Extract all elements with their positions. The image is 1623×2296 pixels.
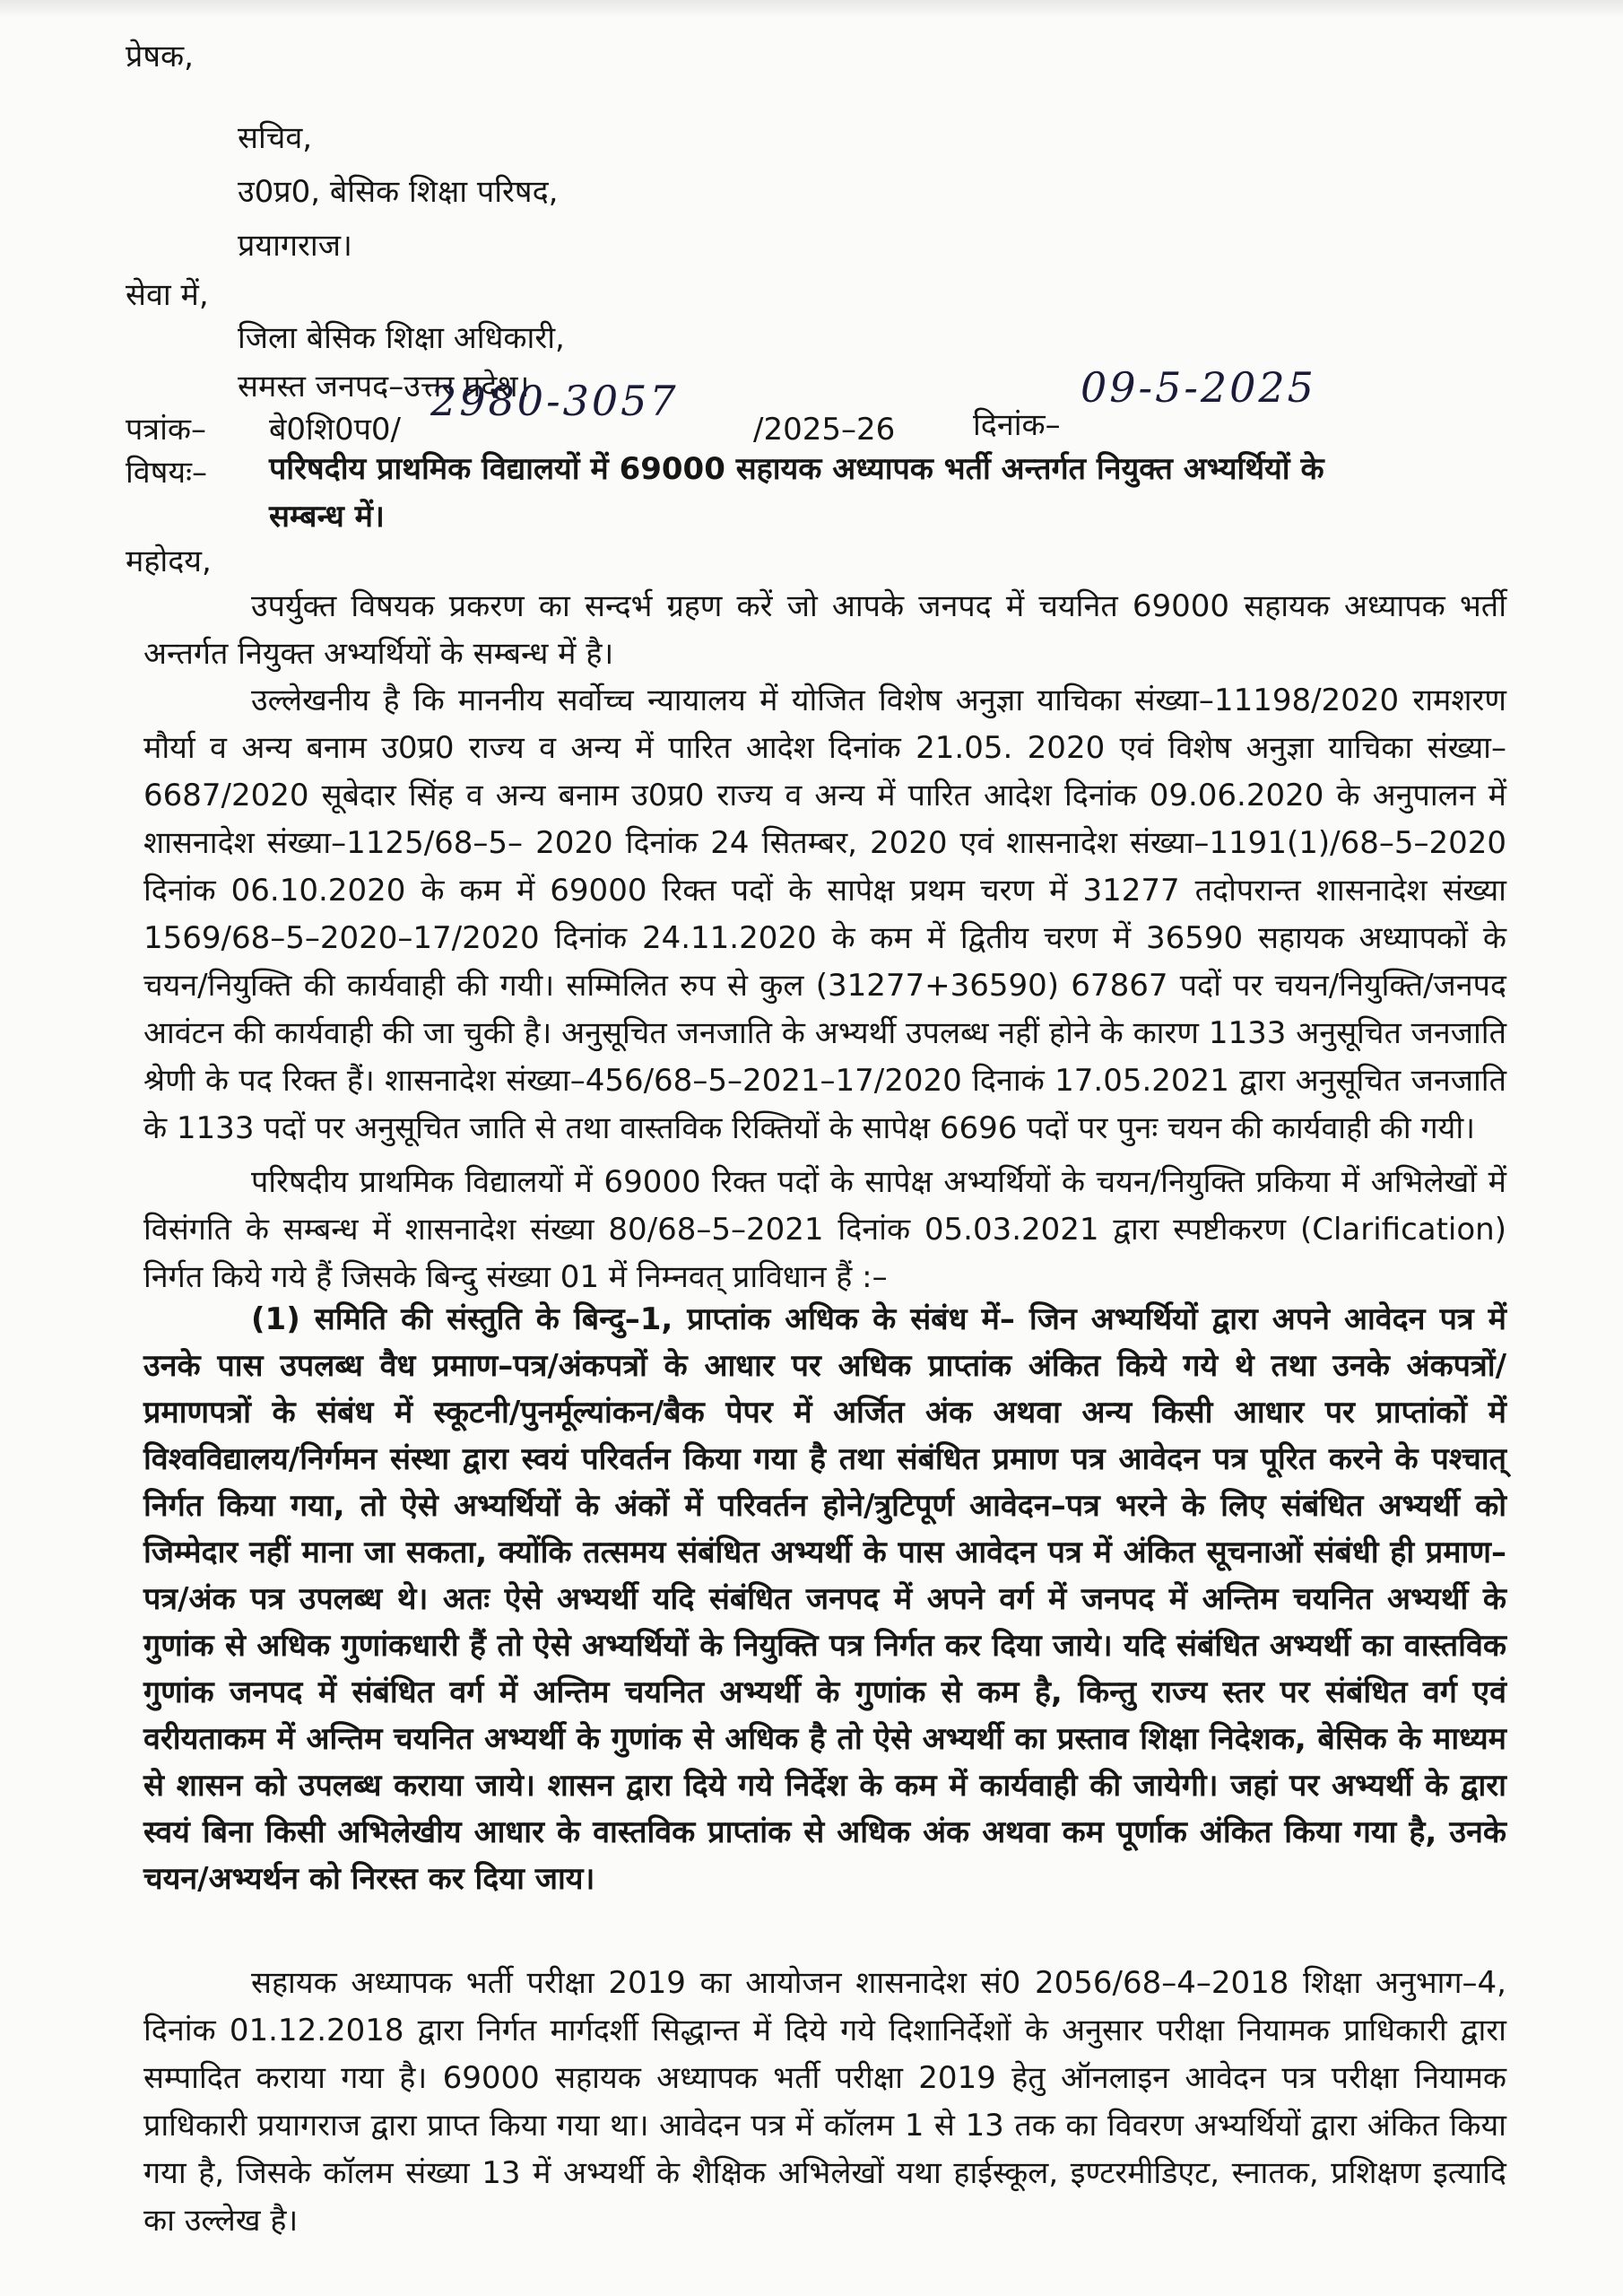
to-title: जिला बेसिक शिक्षा अधिकारी, xyxy=(238,320,565,356)
subject-line-1: परिषदीय प्राथमिक विद्यालयों में 69000 सहायक अध्यापक भर्ती अन्तर्गत नियुक्त अभ्यर्थियों के xyxy=(269,451,1324,487)
to-label: सेवा में, xyxy=(126,277,209,313)
paragraph-intro: उपर्युक्त विषयक प्रकरण का सन्दर्भ ग्रहण करें जो आपके जनपद में चयनित 69000 सहायक अध्यापक भर्ती अन्तर्गत नियुक्त अभ्यर्थियों के सम्बन्ध में है। xyxy=(143,588,1506,672)
date-handwritten: 09-5-2025 xyxy=(1081,363,1316,412)
paragraph-clarification: परिषदीय प्राथमिक विद्यालयों में 69000 रिक्त पदों के सापेक्ष अभ्यर्थियों के चयन/नियुक्ति प्रकिया में अभिलेखों में विसंगति के सम्बन्ध में शासनादेश संख्या 80/68–5–2021 दिनांक 05.03.2021 द्वारा स्पष्टीकरण (Clarification) निर्गत किये गये हैं जिसके बिन्दु संख्या 01 में निम्नवत् प्राविधान हैं :– xyxy=(143,1164,1506,1295)
subject-label: विषयः– xyxy=(126,455,207,491)
paragraph-exam-details: सहायक अध्यापक भर्ती परीक्षा 2019 का आयोजन शासनादेश सं0 2056/68–4–2018 शिक्षा अनुभाग–4, दिनांक 01.12.2018 द्वारा निर्गत मार्गदर्शी सिद्धान्त में दिये गये दिशानिर्देशों के अनुसार परीक्षा नियामक प्राधिकारी द्वारा सम्पादित कराया गया है। 69000 सहायक अध्यापक भर्ती परीक्षा 2019 हेतु ऑनलाइन आवेदन पत्र परीक्षा नियामक प्राधिकारी प्रयागराज द्वारा प्राप्त किया गया था। आवेदन पत्र में कॉलम 1 से 13 तक का विवरण अभ्यर्थियों द्वारा अंकित किया गया है, जिसके कॉलम संख्या 13 में अभ्यर्थी के शैक्षिक अभिलेखों यथा हाईस्कूल, इण्टरमीडिएट, स्नातक, प्रशिक्षण इत्यादि का उल्लेख है। xyxy=(143,1965,1506,2239)
paragraph-background: उल्लेखनीय है कि माननीय सर्वोच्च न्यायालय में योजित विशेष अनुज्ञा याचिका संख्या–11198/2020 रामशरण मौर्या व अन्य बनाम उ0प्र0 राज्य व अन्य में पारित आदेश दिनांक 21.05. 2020 एवं विशेष अनुज्ञा याचिका संख्या–6687/2020 सूबेदार सिंह व अन्य बनाम उ0प्र0 राज्य व अन्य में पारित आदेश दिनांक 09.06.2020 के अनुपालन में शासनादेश संख्या–1125/68–5– 2020 दिनांक 24 सितम्बर, 2020 एवं शासनादेश संख्या–1191(1)/68–5–2020 दिनांक 06.10.2020 के कम में 69000 रिक्त पदों के सापेक्ष प्रथम चरण में 31277 तदोपरान्त शासनादेश संख्या 1569/68–5–2020–17/2020 दिनांक 24.11.2020 के कम में द्वितीय चरण में 36590 सहायक अध्यापकों के चयन/नियुक्ति की कार्यवाही की गयी। सम्मिलित रुप से कुल (31277+36590) 67867 पदों पर चयन/नियुक्ति/जनपद आवंटन की कार्यवाही की जा चुकी है। अनुसूचित जनजाति के अभ्यर्थी उपलब्ध नहीं होने के कारण 1133 अनुसूचित जनजाति श्रेणी के पद रिक्त हैं। शासनादेश संख्या–456/68–5–2021–17/2020 दिनाकं 17.05.2021 द्वारा अनुसूचित जनजाति के 1133 पदों पर अनुसूचित जाति से तथा वास्तविक रिक्तियों के सापेक्ष 6696 पदों पर पुनः चयन की कार्यवाही की गयी। xyxy=(143,683,1506,1146)
sender-org: उ0प्र0, बेसिक शिक्षा परिषद, xyxy=(238,174,559,210)
sender-city: प्रयागराज। xyxy=(238,228,352,264)
patrank-label: पत्रांक– xyxy=(126,412,206,448)
sender-title: सचिव, xyxy=(238,120,313,156)
scan-shadow xyxy=(0,0,1623,18)
date-label: दिनांक– xyxy=(973,407,1061,443)
sender-label: प्रेषक, xyxy=(126,39,194,74)
salutation: महोदय, xyxy=(126,544,212,579)
session-year: /2025–26 xyxy=(753,412,896,448)
patrank-handwritten: 2980-3057 xyxy=(430,377,679,425)
subject-line-2: सम्बन्ध में। xyxy=(269,499,385,535)
to-scope: समस्त जनपद–उत्तर प्रदेश। xyxy=(238,369,530,404)
paragraph-provision-1: (1) समिति की संस्तुति के बिन्दु–1, प्राप्तांक अधिक के संबंध में– जिन अभ्यर्थियों द्वारा अपने आवेदन पत्र में उनके पास उपलब्ध वैध प्रमाण–पत्र/अंकपत्रों के आधार पर अधिक प्राप्तांक अंकित किये गये थे तथा उनके अंकपत्रों/प्रमाणपत्रों के संबंध में स्कूटनी/पुनर्मूल्यांकन/बैक पेपर में अर्जित अंक अथवा अन्य किसी आधार पर प्राप्तांकों में विश्वविद्यालय/निर्गमन संस्था द्वारा स्वयं परिवर्तन किया गया है तथा संबंधित प्रमाण पत्र आवेदन पत्र पूरित करने के पश्चात् निर्गत किया गया, तो ऐसे अभ्यर्थियों के अंकों में परिवर्तन होने/त्रुटिपूर्ण आवेदन–पत्र भरने के लिए संबंधित अभ्यर्थी को जिम्मेदार नहीं माना जा सकता, क्योंकि तत्समय संबंधित अभ्यर्थी के पास आवेदन पत्र में अंकित सूचनाओं संबंधी ही प्रमाण–पत्र/अंक पत्र उपलब्ध थे। अतः ऐसे अभ्यर्थी यदि संबंधित जनपद में अपने वर्ग में जनपद में अन्तिम चयनित अभ्यर्थी के गुणांक से अधिक गुणांकधारी हैं तो ऐसे अभ्यर्थियों के नियुक्ति पत्र निर्गत कर दिया जाये। यदि संबंधित अभ्यर्थी का वास्तविक गुणांक जनपद में संबंधित वर्ग में अन्तिम चयनित अभ्यर्थी के गुणांक से कम है, किन्तु राज्य स्तर पर संबंधित वर्ग एवं वरीयताकम में अन्तिम चयनित अभ्यर्थी के गुणांक से अधिक है तो ऐसे अभ्यर्थी का प्रस्ताव शिक्षा निदेशक, बेसिक के माध्यम से शासन को उपलब्ध कराया जाये। शासन द्वारा दिये गये निर्देश के कम में कार्यवाही की जायेगी। जहां पर अभ्यर्थी के द्वारा स्वयं बिना किसी अभिलेखीय आधार के वास्तविक प्राप्तांक से अधिक अंक अथवा कम पूर्णाक अंकित किया गया है, उनके चयन/अभ्यर्थन को निरस्त कर दिया जाय। xyxy=(143,1301,1506,1897)
patrank-prefix: बे0शि0प0/ xyxy=(269,412,402,448)
